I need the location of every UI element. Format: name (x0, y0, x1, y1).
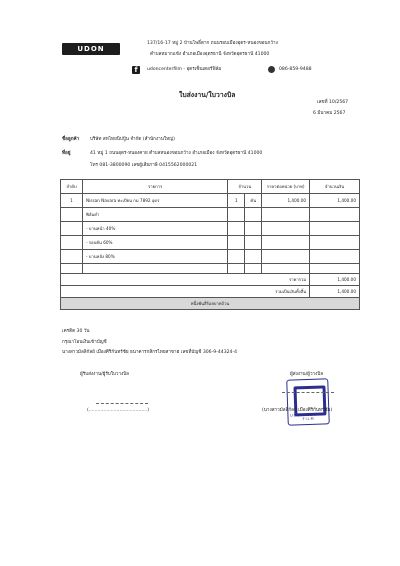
customer-address: 41 หมู่ 1 ถนนอุดร-หนองคาย ตำบลหนองขอนกว้าง อำเภอเมือง จังหวัดอุดรธานี 41000 (90, 151, 263, 156)
company-facebook: udoncenterfilm - อุดรเซ็นเตอร์ฟิล์ม (147, 67, 222, 72)
payment-instruction: กรุณาโอนเงินเข้าบัญชี (62, 340, 107, 345)
header-price: ราคาต่อหน่วย (บาท) (262, 180, 310, 194)
detail-row (61, 236, 360, 250)
company-stamp (286, 378, 330, 425)
row-desc: Nissan Navara ทะเบียน กม 7892 อุดร (82, 194, 227, 208)
row-unit: คัน (245, 194, 262, 208)
company-address-line1: 137/16-17 หมู่ 2 บ้านโพธิ์ตาก ถนนรอบเมืองอุดร-หนองขอนกว้าง (147, 41, 278, 46)
total-row (61, 286, 360, 298)
detail-row (61, 222, 360, 236)
row-qty: 1 (228, 194, 245, 208)
total-label: รวมเป็นเงินทั้งสิ้น (61, 286, 310, 298)
customer-address-label: ที่อยู่ (62, 151, 71, 156)
issuer-name: (นางสาวมัลลิกัลย์ เมืองศิริกันทร์ชัย) (262, 408, 333, 413)
table-header-row (61, 180, 360, 194)
customer-phone-tax: โทร 081-3800090 เลขผู้เสียภาษี 0415562000021 (90, 163, 198, 168)
detail-film: ฟิล์มดำ (82, 208, 227, 222)
row-price: 1,400.00 (262, 194, 310, 208)
header-amount: จำนวนเงิน (310, 180, 360, 194)
receiver-name-placeholder: (........................................) (87, 408, 149, 413)
detail-row (61, 208, 360, 222)
row-no: 1 (61, 194, 83, 208)
customer-name: บริษัท สหไทยนิปปู้น จำกัด (สำนักงานใหญ่) (90, 137, 175, 142)
detail-row (61, 250, 360, 264)
issuer-signature-line (282, 392, 334, 393)
header-desc: รายการ (82, 180, 227, 194)
issuer-signature-label: ผู้ส่งงาน/ผู้วางบิล (290, 372, 324, 377)
total-value: 1,400.00 (310, 286, 360, 298)
table-row (61, 194, 360, 208)
facebook-icon: f (132, 66, 140, 74)
header-qty: จำนวน (228, 180, 262, 194)
receiver-signature-label: ผู้รับส่งงาน/ผู้รับใบวางบิล (80, 372, 129, 377)
spacer-row (61, 264, 360, 274)
company-address-line2: ตำบลหมากแข้ง อำเภอเมืองอุดรธานี จังหวัดอุดรธานี 41000 (150, 52, 270, 57)
phone-icon (268, 66, 275, 73)
credit-terms: เครดิต 30 วัน (62, 329, 90, 334)
document-title: ใบส่งงาน/ใบวางบิล (179, 91, 236, 99)
company-logo: UDON (62, 43, 120, 55)
total-text: หนึ่งพันสี่ร้อยบาทถ้วน (61, 298, 360, 310)
stamp-text: UDON CENTER FILM (289, 412, 327, 422)
detail-around: - รอบคัน 60% (82, 236, 227, 250)
bank-account: นางสาวมัลลิกัลย์ เมืองศิริกันทร์ชัย ธนาคารกสิกรไทยสาขาฮ เลขที่บัญชี 306-9-44324-4 (62, 350, 238, 355)
detail-rear: - บานหลัง 80% (82, 250, 227, 264)
subtotal-row (61, 274, 360, 286)
subtotal-value: 1,400.00 (310, 274, 360, 286)
row-amount: 1,400.00 (310, 194, 360, 208)
header-no: ลำดับ (61, 180, 83, 194)
receiver-signature-line (96, 403, 148, 404)
subtotal-label: ราคารวม (61, 274, 310, 286)
total-text-row (61, 298, 360, 310)
document-number: เลขที่ 10/2567 (317, 100, 349, 105)
items-table (60, 179, 360, 310)
company-phone: 086-859-9488 (279, 67, 312, 72)
detail-front: - บานหน้า 40% (82, 222, 227, 236)
customer-name-label: ชื่อลูกค้า (62, 137, 80, 142)
document-date: 6 มีนาคม 2567 (313, 111, 346, 116)
